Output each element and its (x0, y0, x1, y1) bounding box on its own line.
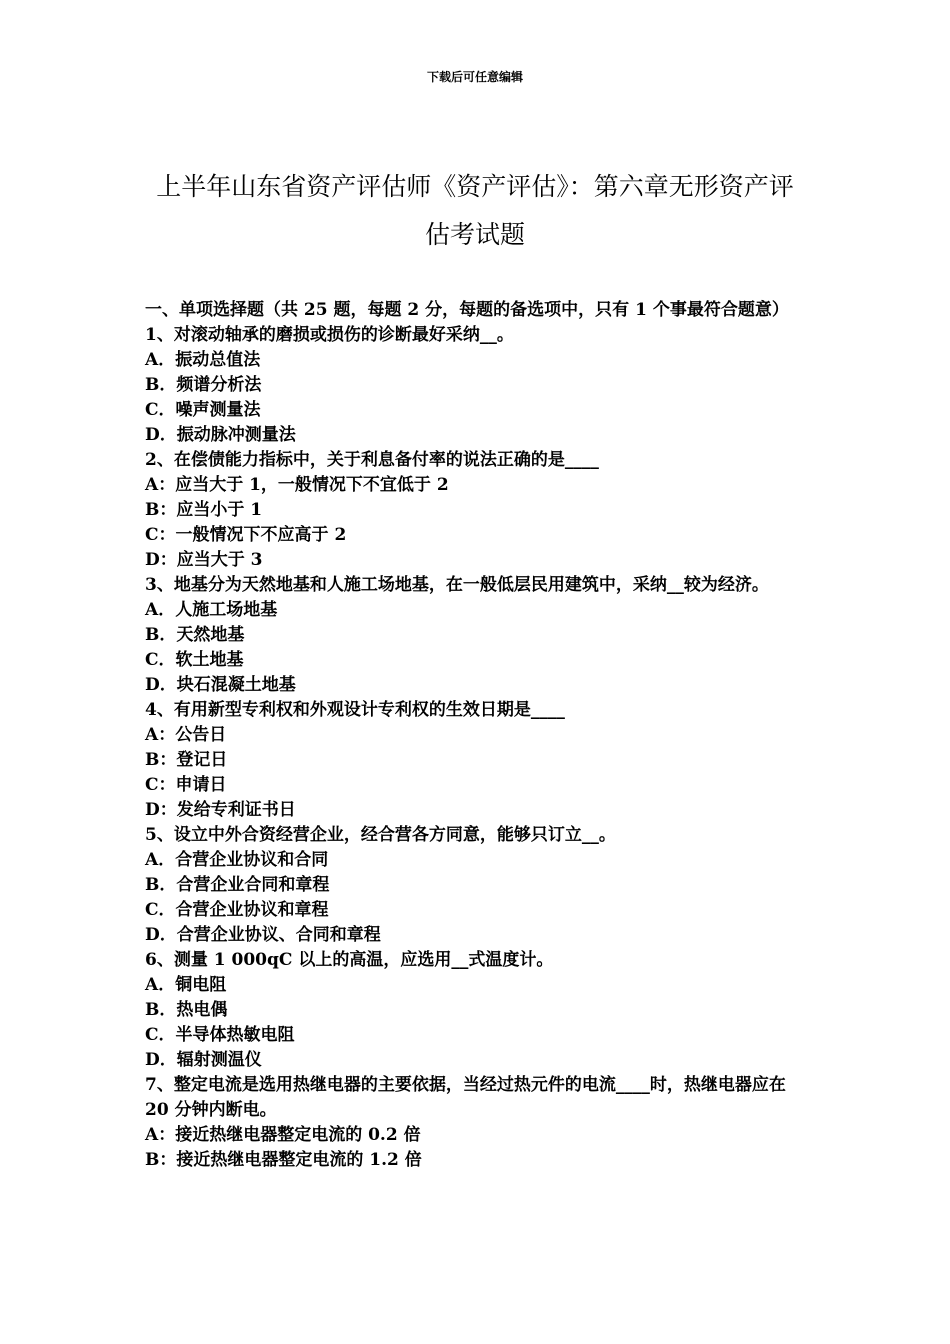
option-b: B．频谱分析法 (145, 375, 262, 395)
option-b: B：接近热继电器整定电流的 1.2 倍 (145, 1150, 422, 1170)
question-stem: 1、对滚动轴承的磨损或损伤的诊断最好采纳__。 (145, 325, 514, 345)
option-d: D．振动脉冲测量法 (145, 425, 296, 445)
question-3 (145, 573, 810, 698)
question-stem: 3、地基分为天然地基和人施工场地基，在一般低层民用建筑中，采纳__较为经济。 (145, 575, 769, 595)
option-d: D：发给专利证书日 (145, 800, 296, 820)
option-d: D：应当大于 3 (145, 550, 263, 570)
question-stem: 7、整定电流是选用热继电器的主要依据，当经过热元件的电流____时，热继电器应在 20 分钟内断电。 (145, 1075, 792, 1120)
document-title: 上半年山东省资产评估师《资产评估》：第六章无形资产评估考试题 (156, 171, 794, 249)
question-stem: 6、测量 1 000qC 以上的高温，应选用__式温度计。 (145, 950, 554, 970)
option-a: A．人施工场地基 (145, 600, 278, 620)
question-5 (145, 823, 810, 948)
option-c: C．噪声测量法 (145, 400, 261, 420)
question-stem: 2、在偿债能力指标中，关于利息备付率的说法正确的是____ (145, 450, 599, 470)
question-6 (145, 948, 810, 1073)
question-stem: 5、设立中外合资经营企业，经合营各方同意，能够只订立__。 (145, 825, 616, 845)
question-7 (145, 1073, 810, 1173)
option-b: B．天然地基 (145, 625, 245, 645)
question-4 (145, 698, 810, 823)
option-c: C．半导体热敏电阻 (145, 1025, 295, 1045)
question-stem: 4、有用新型专利权和外观设计专利权的生效日期是____ (145, 700, 565, 720)
question-2 (145, 448, 810, 573)
option-a: A．铜电阻 (145, 975, 227, 995)
option-a: A．合营企业协议和合同 (145, 850, 329, 870)
option-a: A．振动总值法 (145, 350, 261, 370)
option-c: C：申请日 (145, 775, 227, 795)
option-d: D．辐射测温仪 (145, 1050, 262, 1070)
option-c: C．合营企业协议和章程 (145, 900, 329, 920)
option-a: A：应当大于 1，一般情况下不宜低于 2 (145, 475, 449, 495)
section-heading: 一、单项选择题（共 25 题，每题 2 分，每题的备选项中，只有 1 个事最符合题意） (145, 300, 789, 320)
question-content (145, 298, 810, 1173)
option-a: A：接近热继电器整定电流的 0.2 倍 (145, 1125, 421, 1145)
option-b: B．热电偶 (145, 1000, 228, 1020)
option-b: B：应当小于 1 (145, 500, 263, 520)
option-d: D．合营企业协议、合同和章程 (145, 925, 381, 945)
option-d: D．块石混凝土地基 (145, 675, 296, 695)
option-b: B．合营企业合同和章程 (145, 875, 330, 895)
option-a: A：公告日 (145, 725, 227, 745)
option-b: B：登记日 (145, 750, 228, 770)
option-c: C：一般情况下不应高于 2 (145, 525, 347, 545)
header-note: 下载后可任意编辑 (426, 70, 523, 84)
question-1 (145, 323, 810, 448)
option-c: C．软土地基 (145, 650, 244, 670)
